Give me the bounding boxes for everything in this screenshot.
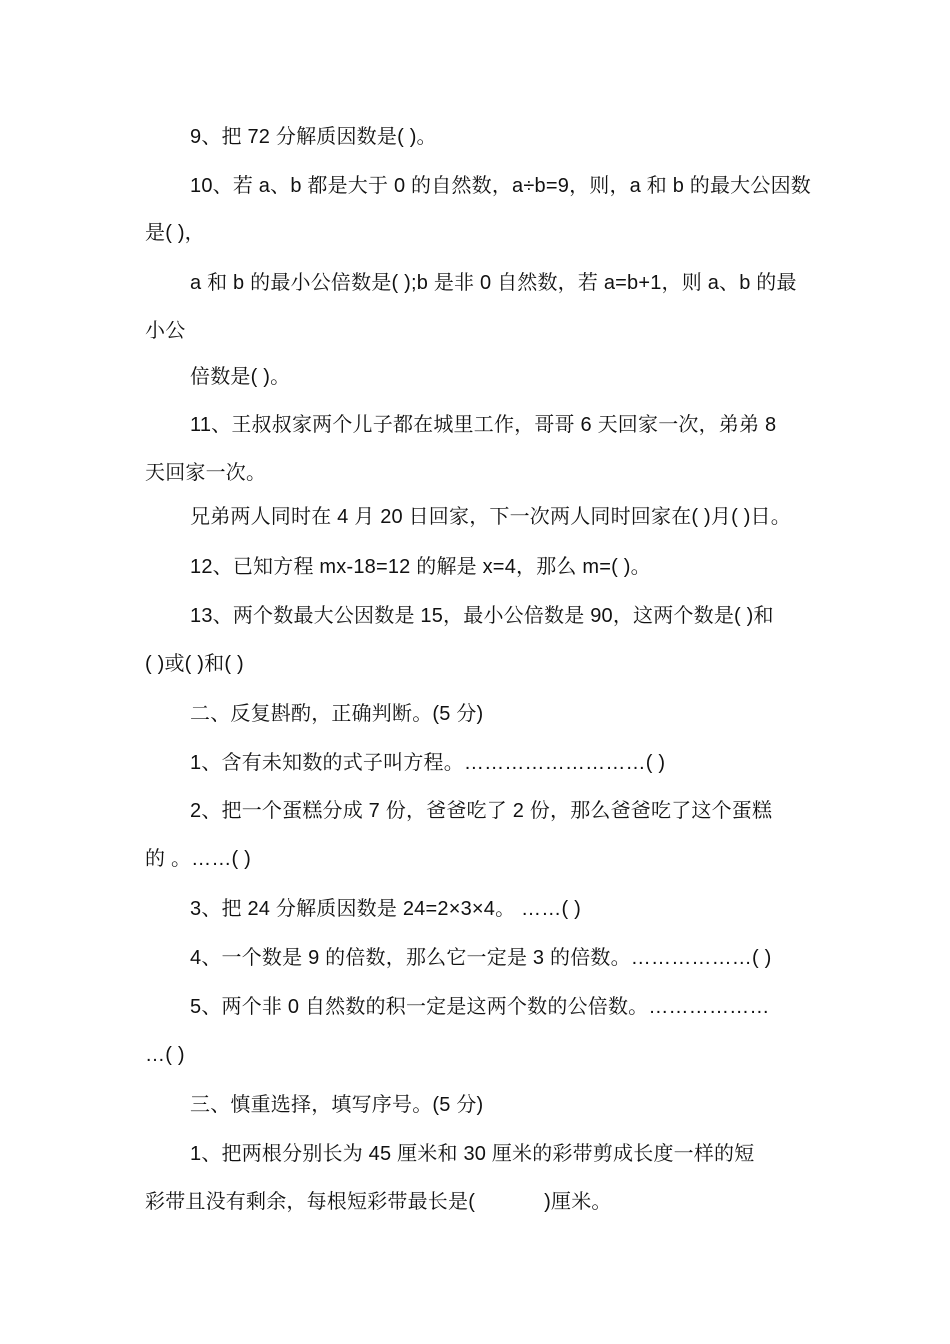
choice-1-line-1: 1、把两根分别长为 45 厘米和 30 厘米的彩带剪成长度一样的短: [190, 1143, 755, 1165]
section-2-heading: 二、反复斟酌，正确判断。(5 分): [190, 703, 484, 725]
judge-2-line-1: 2、把一个蛋糕分成 7 份，爸爸吃了 2 份，那么爸爸吃了这个蛋糕: [190, 800, 773, 822]
question-11-line-3: 兄弟两人同时在 4 月 20 日回家，下一次两人同时回家在( )月( )日。: [190, 506, 791, 528]
question-10-line-5: 倍数是( )。: [190, 366, 291, 388]
judge-4: 4、一个数是 9 的倍数，那么它一定是 3 的倍数。………………( ): [190, 947, 772, 969]
choice-1-line-2: 彩带且没有剩余，每根短彩带最长是( )厘米。: [145, 1191, 612, 1213]
question-13-line-2: ( )或( )和( ): [145, 653, 244, 675]
question-11-line-2: 天回家一次。: [145, 462, 267, 484]
judge-3: 3、把 24 分解质因数是 24=2×3×4。 ……( ): [190, 898, 581, 920]
judge-5-line-2: …( ): [145, 1044, 185, 1066]
question-9: 9、把 72 分解质因数是( )。: [190, 126, 437, 148]
question-12: 12、已知方程 mx-18=12 的解是 x=4，那么 m=( )。: [190, 556, 651, 578]
judge-2-line-2: 的 。……( ): [145, 848, 252, 870]
question-13-line-1: 13、两个数最大公因数是 15，最小公倍数是 90，这两个数是( )和: [190, 605, 774, 627]
question-10-line-2: 是( )，: [145, 222, 205, 244]
question-10-line-1: 10、若 a、b 都是大于 0 的自然数，a÷b=9，则，a 和 b 的最大公因数: [190, 175, 811, 197]
section-3-heading: 三、慎重选择，填写序号。(5 分): [190, 1094, 484, 1116]
judge-1: 1、含有未知数的式子叫方程。………………………( ): [190, 752, 666, 774]
judge-5-line-1: 5、两个非 0 自然数的积一定是这两个数的公倍数。………………: [190, 996, 770, 1018]
question-10-line-3: a 和 b 的最小公倍数是( );b 是非 0 自然数，若 a=b+1，则 a、b 的最: [190, 272, 797, 294]
question-10-line-4: 小公: [145, 320, 186, 342]
question-11-line-1: 11、王叔叔家两个儿子都在城里工作，哥哥 6 天回家一次，弟弟 8: [190, 414, 777, 436]
